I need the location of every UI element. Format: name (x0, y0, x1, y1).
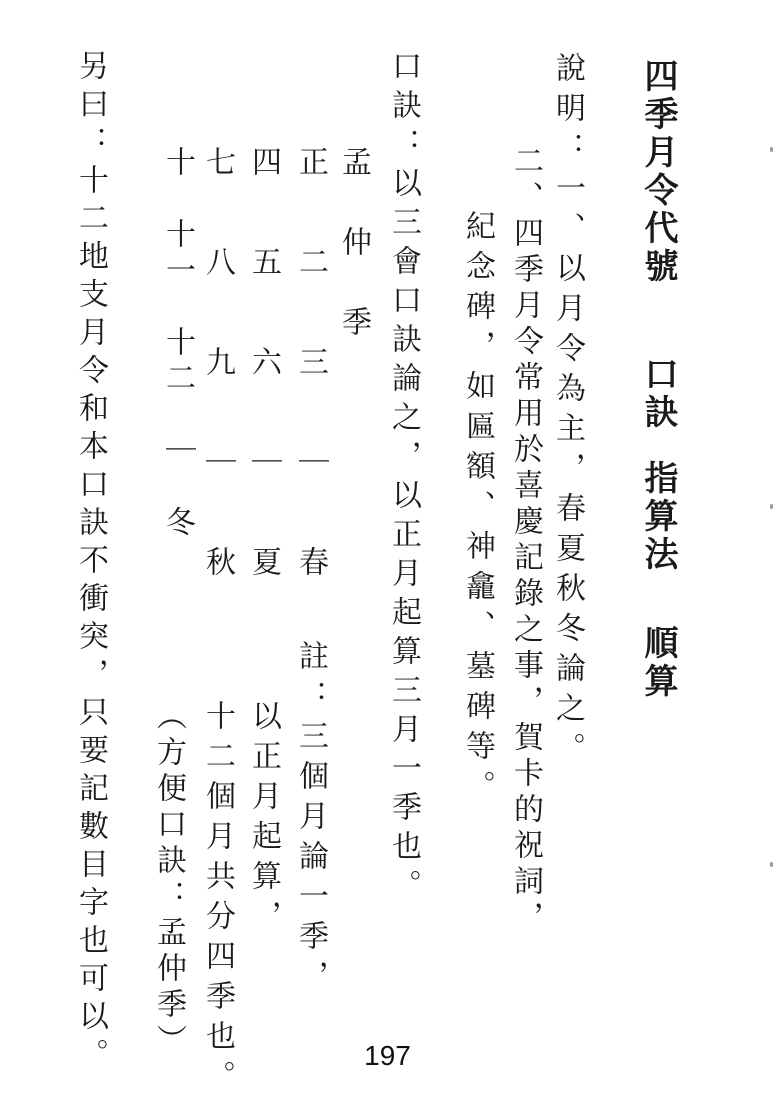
title-main: 四季月令代號 (638, 58, 678, 286)
shuoming-col-2: 二、四季月令常用於喜慶記錄之事，賀卡的祝詞， (508, 145, 543, 937)
table-row-mengzhongji: 孟 仲 季 (336, 146, 371, 346)
table-row-winter: 十 十一 十二 ｜ 冬 (160, 146, 195, 542)
note-col-1: 註：三個月論一季， (293, 640, 328, 1000)
page-number: 197 (364, 1040, 411, 1071)
koujue-col: 口訣：以三會口訣論之，以正月起算三月一季也。 (386, 50, 421, 908)
table-row-spring: 正 二 三 ｜ 春 (293, 146, 328, 596)
title-zhisuanfa: 指算法 (638, 460, 678, 574)
lingyue-col: 另曰：十二地支月令和本口訣不衝突，只要記數目字也可以。 (73, 50, 108, 1076)
scan-mark (770, 504, 773, 509)
table-row-autumn: 七 八 九 ｜ 秋 (200, 146, 235, 596)
table-row-summer: 四 五 六 ｜ 夏 (246, 146, 281, 596)
scan-mark (770, 862, 773, 867)
note-col-2: 以正月起算， (246, 700, 281, 940)
shuoming-col-1: 說明：一、以月令為主，春夏秋冬論之。 (550, 52, 585, 772)
shuoming-col-3: 紀念碑，如匾額、神龕、墓碑等。 (460, 210, 495, 810)
title-koujue: 口訣 (638, 356, 678, 432)
note-col-4: （方便口訣：孟仲季） (151, 700, 186, 1060)
note-col-3: 十二個月共分四季也。 (200, 700, 235, 1100)
title-shunsuan: 順算 (638, 625, 678, 701)
scan-mark (770, 147, 773, 152)
